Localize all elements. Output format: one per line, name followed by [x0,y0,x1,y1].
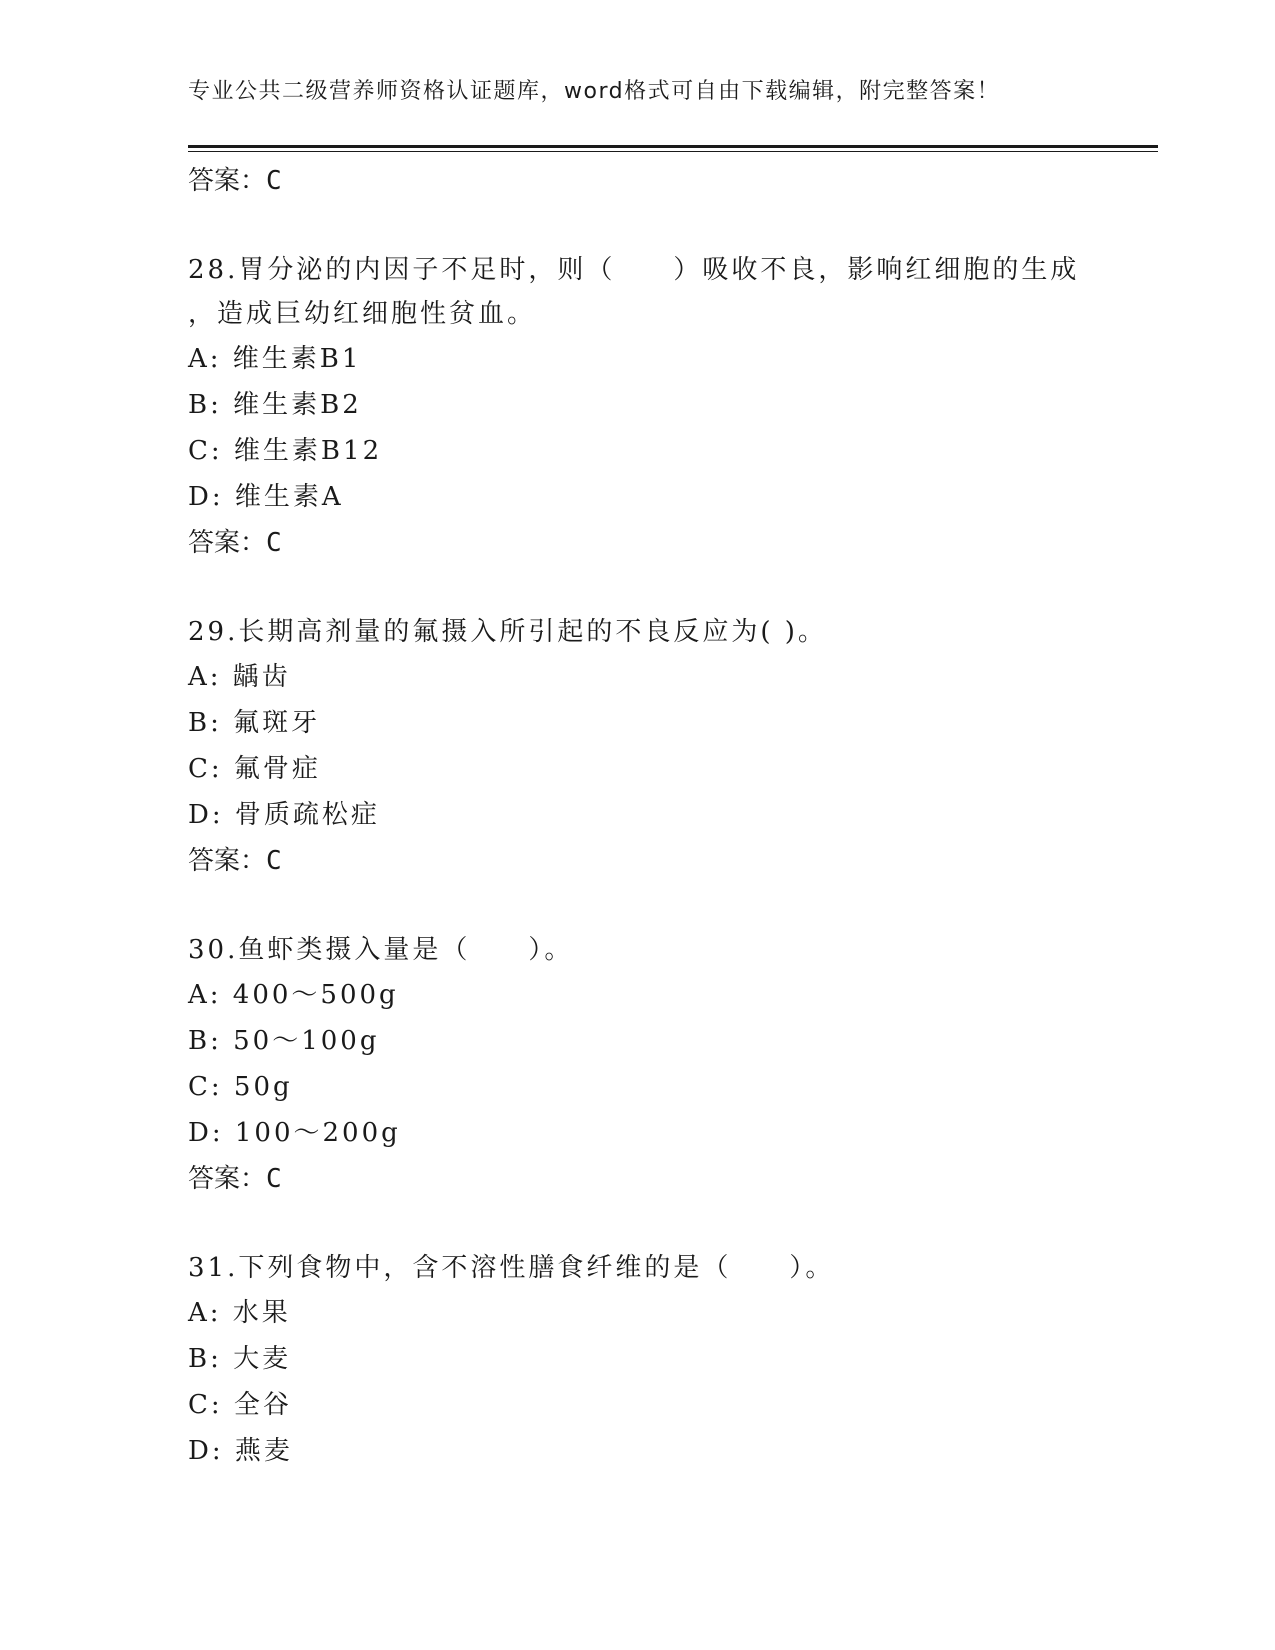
option-d: D: 骨质疏松症 [188,800,380,830]
spacer [188,1202,1158,1246]
answer-line [188,158,1158,204]
option-c: C: 全谷 [188,1390,292,1420]
option-a: A: 维生素B1 [188,344,362,374]
answer-line [188,838,1158,884]
question-line: ，造成巨幼红细胞性贫血。 [188,299,537,329]
answer-label: 答案： [188,1164,267,1194]
answer-line [188,520,1158,566]
answer-label: 答案： [188,846,267,876]
question-29-stem [188,610,1158,654]
option-a: A: 龋齿 [188,662,291,692]
answer-line [188,1156,1158,1202]
spacer [188,204,1158,248]
question-28-stem [188,248,1158,336]
option-b: B: 大麦 [188,1344,292,1374]
option-c: C: 50g [188,1072,293,1102]
question-30-stem [188,928,1158,972]
spacer [188,566,1158,610]
question-line: 29.长期高剂量的氟摄入所引起的不良反应为( )。 [188,617,827,647]
answer-value: C [266,1164,282,1194]
option-b: B: 50～100g [188,1026,380,1056]
question-line: 28.胃分泌的内因子不足时，则（ ）吸收不良，影响红细胞的生成 [188,255,1080,285]
option-c: C: 氟骨症 [188,754,321,784]
question-line: 31.下列食物中，含不溶性膳食纤维的是（ ）。 [188,1253,835,1283]
header-divider-thick [188,145,1158,148]
answer-label: 答案： [188,528,267,558]
option-c: C: 维生素B12 [188,436,383,466]
answer-value: C [266,846,282,876]
page-header: 专业公共二级营养师资格认证题库，word格式可自由下载编辑，附完整答案！ [188,79,1001,104]
answer-value: C [266,528,282,558]
option-b: B: 维生素B2 [188,390,362,420]
question-31-stem [188,1246,1158,1290]
question-line: 30.鱼虾类摄入量是（ ）。 [188,935,574,965]
option-a: A: 水果 [188,1298,291,1328]
header-divider-thin [188,151,1158,152]
option-d: D: 维生素A [188,482,344,512]
answer-value: C [266,166,282,196]
option-b: B: 氟斑牙 [188,708,321,738]
spacer [188,884,1158,928]
option-d: D: 100～200g [188,1118,401,1148]
question-content [188,158,1158,1474]
option-a: A: 400～500g [188,980,399,1010]
option-d: D: 燕麦 [188,1436,293,1466]
answer-label: 答案： [188,166,267,196]
